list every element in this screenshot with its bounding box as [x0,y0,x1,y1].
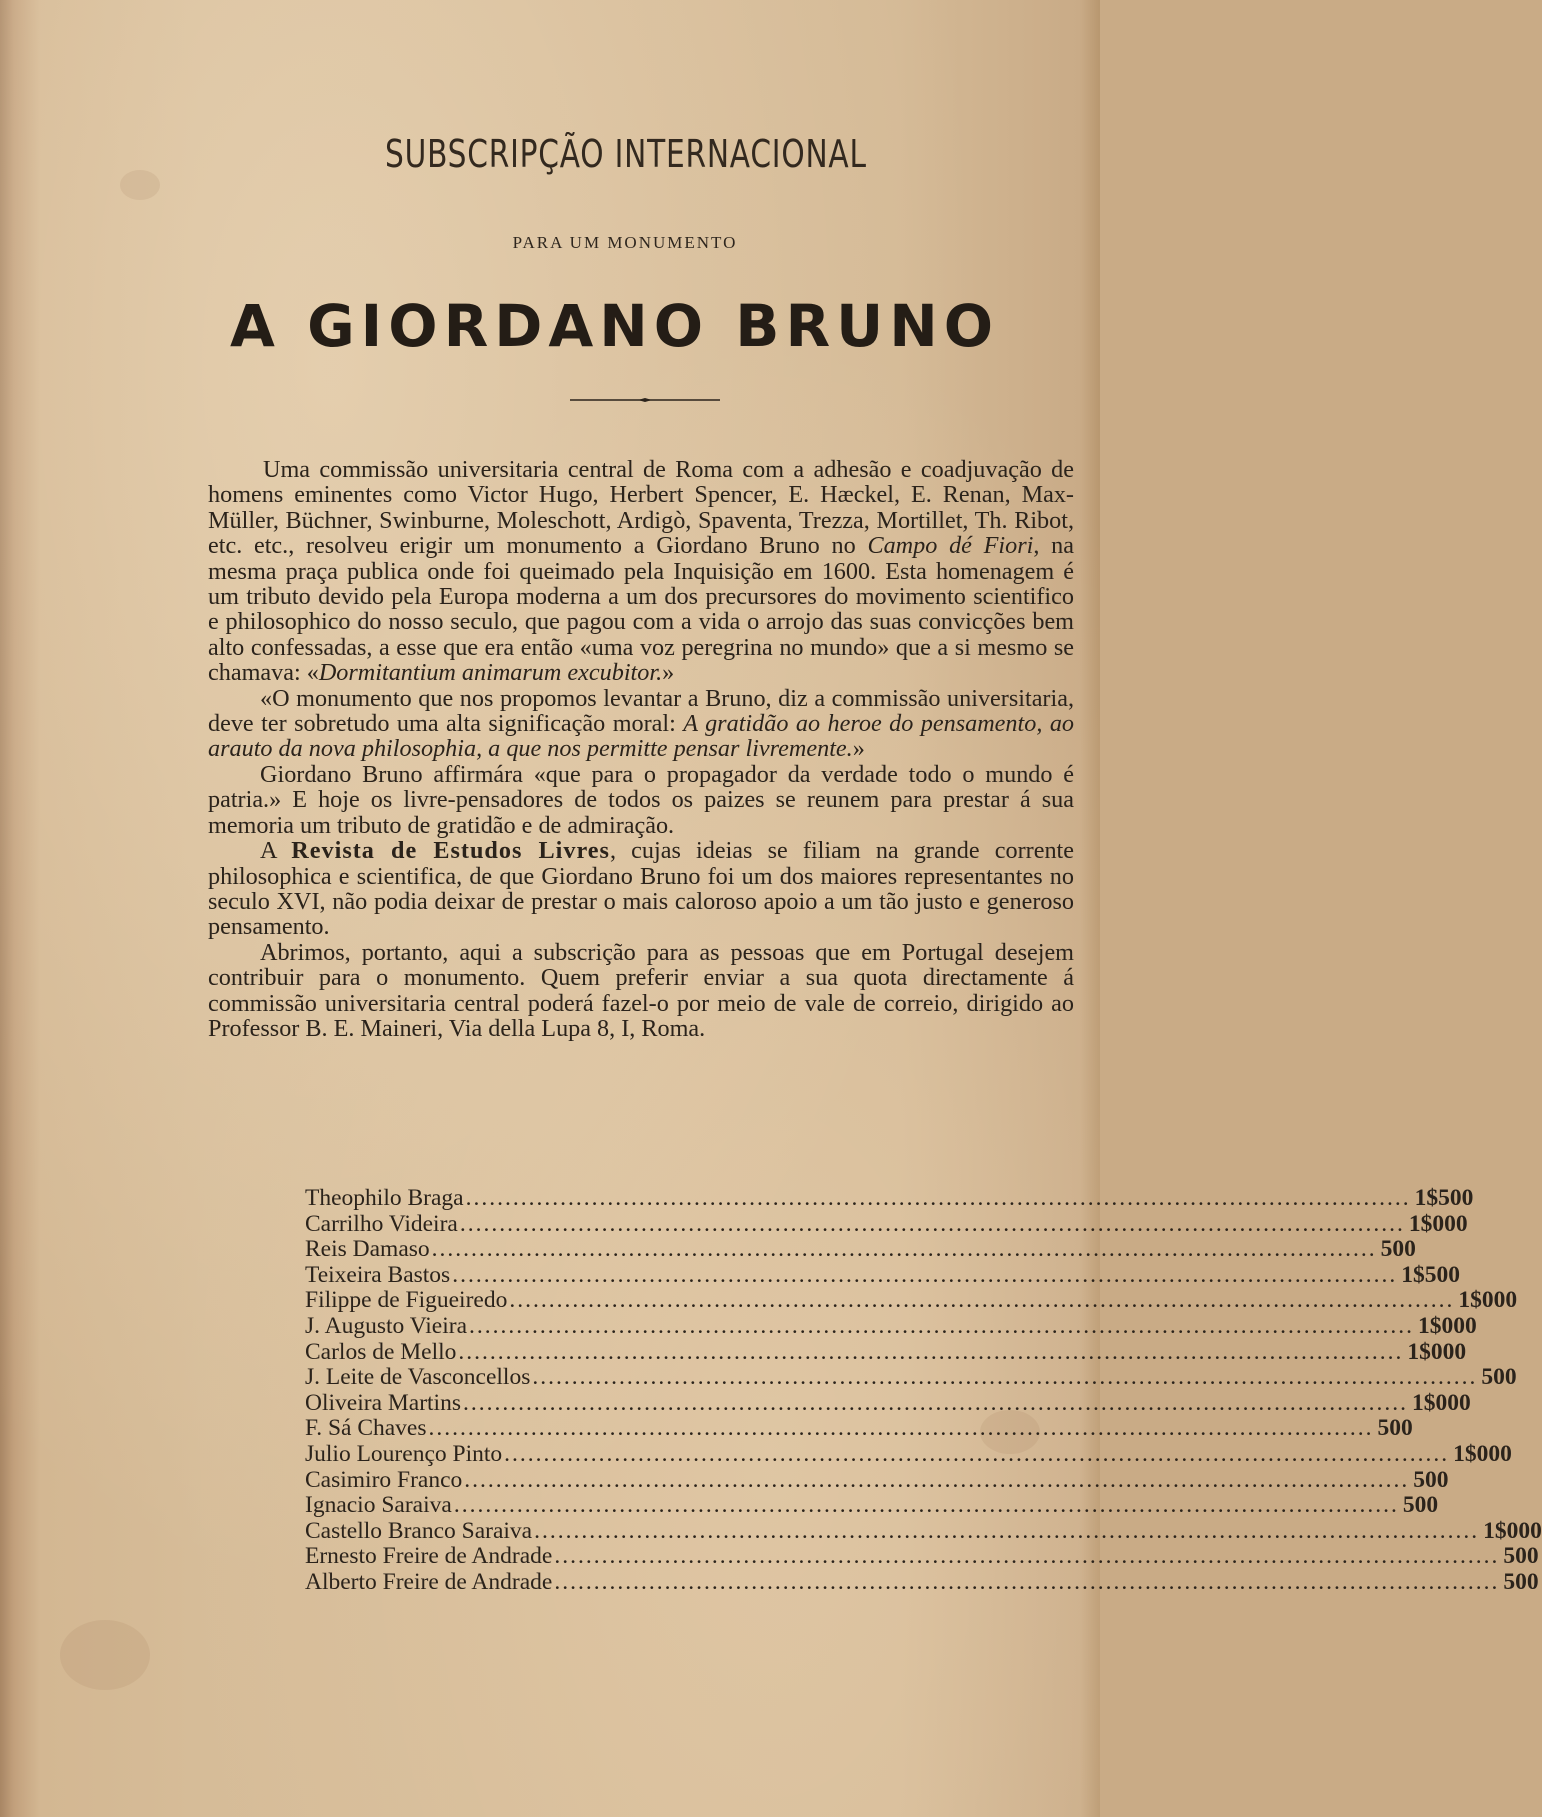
leader-dots: ........................................................................................................................ [509,1287,1455,1314]
subscriber-row [305,1287,1518,1314]
subscriber-name: Castello Branco Saraiva [305,1517,533,1544]
page-subtitle: PARA UM MONUMENTO [512,233,738,252]
subscriber-name: Teixeira Bastos [305,1261,451,1288]
subscriber-amount: 500 [1413,1466,1449,1493]
leader-dots: ........................................................................................................................ [428,1415,1374,1442]
subscriber-amount: 500 [1380,1236,1416,1263]
subscriber-row [305,1312,1477,1340]
subscriber-name: Carlos de Mello [305,1338,457,1365]
leader-dots: ........................................................................................................................ [554,1543,1500,1570]
paragraph-1-text-c: » [662,659,675,687]
leader-dots: ........................................................................................................................ [554,1568,1500,1595]
subscriber-amount: 500 [1481,1364,1517,1391]
subscriber-row [305,1543,1539,1570]
paragraph-3: Giordano Bruno affirmára «que para o propagador da verdade todo o mundo é patria.» E hoje os livre-pensadores de todos os paizes se reunem para prestar á sua memoria um tributo de gratidão e de admiração. [208,760,1074,839]
page-title: SUBSCRIPÇÃO INTERNACIONAL [385,132,867,176]
subscriber-amount: 1$000 [1408,1210,1468,1237]
leader-dots: ........................................................................................................................ [469,1312,1414,1339]
subscriber-row [305,1210,1468,1238]
subscriber-list [305,1185,1542,1596]
subscriber-amount: 1$500 [1401,1261,1460,1288]
subscriber-row [305,1338,1467,1366]
subscriber-amount: 1$000 [1458,1287,1518,1314]
leader-dots: ........................................................................................................................ [453,1492,1399,1519]
subscriber-row [305,1492,1439,1519]
leader-dots: ........................................................................................................................ [465,1185,1411,1211]
latin-quote: Dormitantium animarum excubitor. [318,659,663,687]
subscriber-row [305,1236,1416,1263]
paragraph-2-text-a: «O monumento que nos propomos levantar a Bruno, diz a commissão universitaria, deve ter sobretudo uma alta significação moral: [208,684,1074,738]
ornamental-rule [570,398,720,402]
subscriber-row [305,1185,1474,1212]
subscriber-row [305,1466,1449,1494]
subscriber-amount: 500 [1503,1568,1539,1595]
subscriber-name: Ernesto Freire de Andrade [305,1543,553,1570]
commission-quote: A gratidão ao heroe do pensamento, ao arauto da nova philosophia, a que nos permitte pensar livremente. [208,710,1075,763]
headline: A GIORDANO BRUNO [230,292,1000,360]
subscriber-name: Theophilo Braga [305,1185,464,1211]
paper-stain [120,170,160,200]
paragraph-1-text-a: Uma commissão universitaria central de Roma com a adhesão e coadjuvação de homens eminentes como Victor Hugo, Herbert Spencer, E. Hæckel, E. Renan, Max-Müller, Büchner, Swinburne, Moleschott, Ardigò, Spaventa, Trezza, Mortillet, Th. Ribot, etc. etc., resolveu erigir um monumento a Giordano Bruno no [208,456,1074,560]
subscriber-name: Ignacio Saraiva [305,1492,452,1519]
subscriber-name: Julio Lourenço Pinto [305,1440,503,1467]
subscriber-name: F. Sá Chaves [305,1415,427,1442]
subscriber-amount: 500 [1377,1415,1413,1442]
subscriber-name: Reis Damaso [305,1236,430,1263]
leader-dots: ........................................................................................................................ [431,1236,1377,1263]
leader-dots: ........................................................................................................................ [459,1210,1405,1237]
paragraph-4 [208,838,1074,940]
subscriber-row [305,1261,1460,1289]
journal-name: Revista de Estudos Livres [291,837,610,865]
subscriber-name: Filippe de Figueiredo [305,1287,508,1314]
subscriber-name: Casimiro Franco [305,1466,463,1493]
subscriber-name: Oliveira Martins [305,1389,461,1416]
paragraph-1-text-b: , na mesma praça publica onde foi queimado pela Inquisição em 1600. Esta homenagem é um tributo devido pela Europa moderna a um dos precursores do movimento scientifico e philosophico do nosso seculo, que pagou com a vida o arrojo das suas convicções bem alto confessadas, a esse que era então «uma voz peregrina no mundo» que a si mesmo se chamava: « [208,532,1074,687]
leader-dots: ........................................................................................................................ [452,1261,1398,1288]
subscriber-name: J. Leite de Vasconcellos [305,1364,531,1391]
subscriber-name: Alberto Freire de Andrade [305,1568,553,1595]
subscriber-amount: 1$000 [1453,1440,1512,1467]
subscriber-amount: 1$000 [1407,1338,1467,1365]
subscriber-amount: 1$000 [1418,1312,1477,1339]
subscriber-amount: 500 [1503,1543,1539,1570]
paragraph-2-text-b: » [852,735,865,763]
leader-dots: ........................................................................................................................ [534,1517,1480,1544]
paragraph-1 [208,457,1074,686]
subscriber-name: J. Augusto Vieira [305,1312,467,1339]
subscriber-row [305,1364,1517,1391]
paragraph-2 [208,686,1074,762]
leader-dots: ........................................................................................................................ [532,1364,1478,1391]
subscriber-name: Carrilho Videira [305,1210,458,1237]
subscriber-row [305,1389,1471,1417]
leader-dots: ........................................................................................................................ [504,1440,1450,1467]
paragraph-5: Abrimos, portanto, aqui a subscrição para as pessoas que em Portugal desejem contribuir para o monumento. Quem preferir enviar a sua quota directamente á commissão universitaria central poderá fazel-o por meio de vale de correio, dirigido ao Professor B. E. Maineri, Via della Lupa 8, I, Roma. [208,938,1074,1042]
subscriber-row [305,1415,1413,1442]
leader-dots: ........................................................................................................................ [462,1389,1408,1416]
subscriber-row [305,1440,1512,1468]
subscriber-amount: 1$000 [1411,1389,1471,1416]
article-body [208,457,1074,1041]
subscriber-row [305,1568,1539,1596]
place-name: Campo dé Fiori [867,532,1034,560]
paper-stain [60,1620,150,1690]
subscriber-row [305,1517,1542,1545]
leader-dots: ........................................................................................................................ [458,1338,1404,1365]
paragraph-4-text-a: A [260,837,292,865]
leader-dots: ........................................................................................................................ [464,1466,1410,1493]
subscriber-amount: 500 [1402,1492,1439,1519]
paragraph-4-text-b: , cujas ideias se filiam na grande corrente philosophica e scientifica, de que Giordano Bruno foi um dos maiores representantes no seculo XVI, não podia deixar de prestar o mais caloroso apoio a um tão justo e generoso pensamento. [208,837,1075,941]
subscriber-amount: 1$000 [1483,1517,1542,1544]
subscriber-amount: 1$500 [1414,1185,1474,1211]
